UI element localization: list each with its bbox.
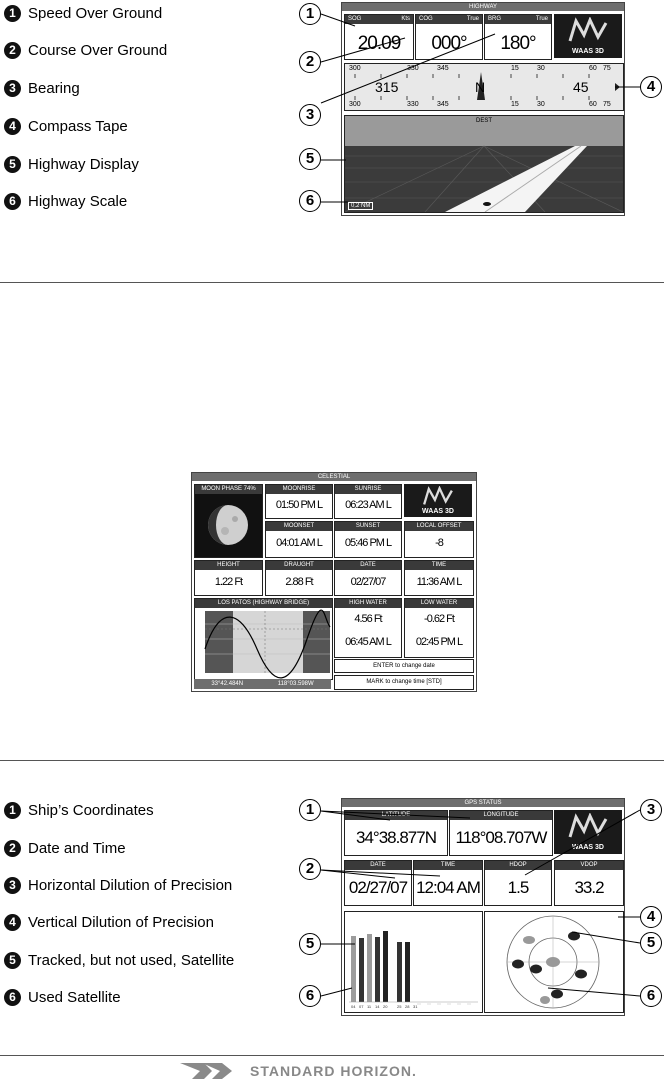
sunrise-value: 06:23 AM L (345, 499, 391, 511)
legend-label: Highway Display (28, 156, 139, 173)
celestial-lat: 33°42.484N (211, 681, 244, 687)
legend-label: Speed Over Ground (28, 5, 163, 22)
hdop-value: 1.5 (507, 878, 529, 897)
date-label: DATE (370, 862, 386, 868)
time-box (404, 560, 474, 596)
draught-header (266, 561, 332, 570)
divider (0, 1055, 664, 1056)
callout-4: 4 (640, 76, 662, 98)
legend-label: Highway Scale (28, 193, 128, 210)
callout-number: 3 (4, 80, 21, 97)
callout-5b: 5 (640, 932, 662, 954)
tape-bottom-1: 330 (407, 101, 419, 108)
divider (0, 282, 664, 283)
callout-2: 2 (299, 858, 321, 880)
sunset-header (335, 522, 401, 531)
vdop-label: VDOP (580, 862, 598, 868)
sunset-box (334, 521, 402, 558)
enter-message (334, 659, 474, 673)
celestial-lon: 118°03.598W (277, 681, 314, 687)
cog-unit: True (466, 16, 479, 22)
height-box (194, 560, 263, 596)
sunset-value: 05:46 PM L (344, 537, 392, 549)
legend-label: Vertical Dilution of Precision (28, 914, 214, 931)
legend-label: Used Satellite (28, 989, 121, 1006)
low-water-label: LOW WATER (420, 600, 458, 606)
date-value: 02/27/07 (348, 878, 408, 897)
moonphase-label: MOON PHASE 74% (201, 486, 256, 492)
callout-6: 6 (299, 190, 321, 212)
callout-number: 4 (4, 118, 21, 135)
highway-leader-lines (0, 0, 667, 230)
offset-value: -8 (435, 537, 443, 549)
time-label: TIME (440, 862, 456, 868)
draught-value: 2.88 Ft (285, 576, 313, 588)
tape-top-5: 60 (589, 65, 597, 72)
moon-header (195, 485, 262, 494)
legend-label: Date and Time (28, 840, 126, 857)
screen-title: CELESTIAL (192, 473, 476, 481)
legend-label: Horizontal Dilution of Precision (28, 877, 233, 894)
tape-bottom-0: 300 (349, 101, 361, 108)
callout-4: 4 (640, 906, 662, 928)
waas-label: WAAS 3D (572, 48, 604, 55)
callout-number: 5 (4, 952, 21, 969)
legend-label: Bearing (28, 80, 80, 97)
moonset-label: MOONSET (283, 523, 315, 529)
offset-label: LOCAL OFFSET (416, 523, 462, 529)
enter-text: ENTER to change date (373, 663, 435, 669)
low-water-box (404, 598, 474, 658)
callout-6: 6 (299, 985, 321, 1007)
callout-number: 5 (4, 156, 21, 173)
waas-label: WAAS 3D (572, 844, 604, 851)
celestial-screen (191, 472, 477, 692)
high-water-time: 06:45 AM L (345, 636, 391, 648)
tape-bottom-3: 15 (511, 101, 519, 108)
time-label: TIME (431, 562, 447, 568)
callout-3: 3 (640, 799, 662, 821)
high-water-label: HIGH WATER (349, 600, 387, 606)
legend-label: Course Over Ground (28, 42, 168, 59)
longitude-value: 118°08.707W (455, 828, 547, 847)
high-water-height: 4.56 Ft (354, 613, 382, 625)
sog-unit: Kts (401, 16, 410, 22)
highway-scale: 0.2 NM (348, 202, 373, 210)
tape-heading-right: 45 (573, 79, 589, 95)
sunrise-label: SUNRISE (354, 486, 382, 492)
coordinates-bar (194, 679, 331, 689)
date-value: 02/27/07 (350, 576, 386, 588)
time-value: 12:04 AM (416, 878, 480, 897)
brand-mark-icon (178, 1061, 240, 1081)
longitude-label: LONGITUDE (483, 812, 519, 818)
brand-logo (178, 1060, 498, 1082)
moonset-header (266, 522, 332, 531)
low-water-header (405, 599, 473, 608)
time-value: 11:36 AM L (416, 576, 462, 588)
dest-label: DEST (475, 118, 492, 124)
tape-bottom-2: 345 (437, 101, 449, 108)
latitude-label: LATITUDE (381, 812, 411, 818)
svg-text:20: 20 (383, 1004, 388, 1009)
callout-6b: 6 (640, 985, 662, 1007)
tide-graph (195, 609, 332, 679)
legend-label: Compass Tape (28, 118, 128, 135)
waas-logo (404, 484, 472, 517)
latitude-value: 34°38.877N (356, 828, 436, 847)
offset-header (405, 522, 473, 531)
high-water-header (335, 599, 401, 608)
gps-leader-lines (0, 780, 667, 1050)
tide-header (195, 599, 332, 608)
date-box (334, 560, 402, 596)
height-value: 1.22 Ft (214, 576, 243, 588)
moonset-box (265, 521, 333, 558)
divider (0, 760, 664, 761)
callout-5: 5 (299, 933, 321, 955)
tape-bottom-5: 60 (589, 101, 597, 108)
offset-box (404, 521, 474, 558)
callout-1: 1 (299, 799, 321, 821)
tape-top-4: 30 (537, 65, 545, 72)
hdop-label: HDOP (509, 862, 527, 868)
callout-number: 1 (4, 802, 21, 819)
low-water-time: 02:45 PM L (415, 636, 463, 648)
svg-text:25: 25 (397, 1004, 402, 1009)
tide-title: LOS PATOS (HIGHWAY BRIDGE) (217, 600, 310, 606)
callout-number: 2 (4, 840, 21, 857)
svg-text:07: 07 (359, 1004, 364, 1009)
callout-number: 4 (4, 914, 21, 931)
tape-top-6: 75 (603, 65, 611, 72)
sog-value: 20.09 (357, 33, 401, 54)
tape-heading-left: 315 (375, 79, 399, 95)
map-icon (418, 486, 458, 506)
screen-title: HIGHWAY (342, 3, 624, 11)
moonrise-header (266, 485, 332, 494)
date-label: DATE (360, 562, 376, 568)
tape-bottom-6: 75 (603, 101, 611, 108)
tape-top-2: 345 (437, 65, 449, 72)
sunset-label: SUNSET (355, 523, 381, 529)
svg-text:04: 04 (351, 1004, 356, 1009)
moonrise-box (265, 484, 333, 519)
height-header (195, 561, 262, 570)
low-water-height: -0.62 Ft (424, 613, 454, 625)
mark-text: MARK to change time [STD] (366, 679, 442, 685)
brg-unit: True (535, 16, 548, 22)
svg-text:31: 31 (413, 1004, 418, 1009)
tape-top-0: 300 (349, 65, 361, 72)
callout-number: 6 (4, 989, 21, 1006)
high-water-box (334, 598, 402, 658)
vdop-value: 33.2 (574, 878, 604, 897)
brg-value: 180° (500, 33, 536, 54)
callout-number: 6 (4, 193, 21, 210)
tape-north: N (475, 79, 486, 95)
svg-text:14: 14 (375, 1004, 380, 1009)
callout-number: 1 (4, 5, 21, 22)
sunrise-box (334, 484, 402, 519)
callout-3: 3 (299, 104, 321, 126)
time-header (405, 561, 473, 570)
waas-label: WAAS 3D (422, 508, 454, 515)
mark-message (334, 675, 474, 690)
callout-number: 3 (4, 877, 21, 894)
tape-top-3: 15 (511, 65, 519, 72)
callout-number: 2 (4, 42, 21, 59)
brg-label: BRG (488, 16, 502, 22)
cog-value: 000° (431, 33, 467, 54)
tape-top-1: 330 (407, 65, 419, 72)
callout-1: 1 (299, 3, 321, 25)
tape-bottom-4: 30 (537, 101, 545, 108)
moonrise-label: MOONRISE (282, 486, 316, 492)
callout-5: 5 (299, 148, 321, 170)
draught-label: DRAUGHT (284, 562, 314, 568)
svg-text:11: 11 (367, 1004, 372, 1009)
legend-label: Ship’s Coordinates (28, 802, 154, 819)
moonset-value: 04:01 AM L (276, 537, 322, 549)
cog-label: COG (419, 16, 433, 22)
moon-box (194, 484, 263, 558)
legend-label: Tracked, but not used, Satellite (28, 952, 235, 969)
moon-icon (195, 495, 262, 557)
moonrise-value: 01:50 PM L (275, 499, 323, 511)
height-label: HEIGHT (217, 562, 240, 568)
draught-box (265, 560, 333, 596)
svg-text:28: 28 (405, 1004, 410, 1009)
tide-graph-box (194, 598, 333, 680)
brand-name: STANDARD HORIZON. (250, 1063, 417, 1079)
callout-2: 2 (299, 51, 321, 73)
sog-label: SOG (348, 16, 362, 22)
date-header (335, 561, 401, 570)
sunrise-header (335, 485, 401, 494)
screen-title: GPS STATUS (342, 799, 624, 807)
